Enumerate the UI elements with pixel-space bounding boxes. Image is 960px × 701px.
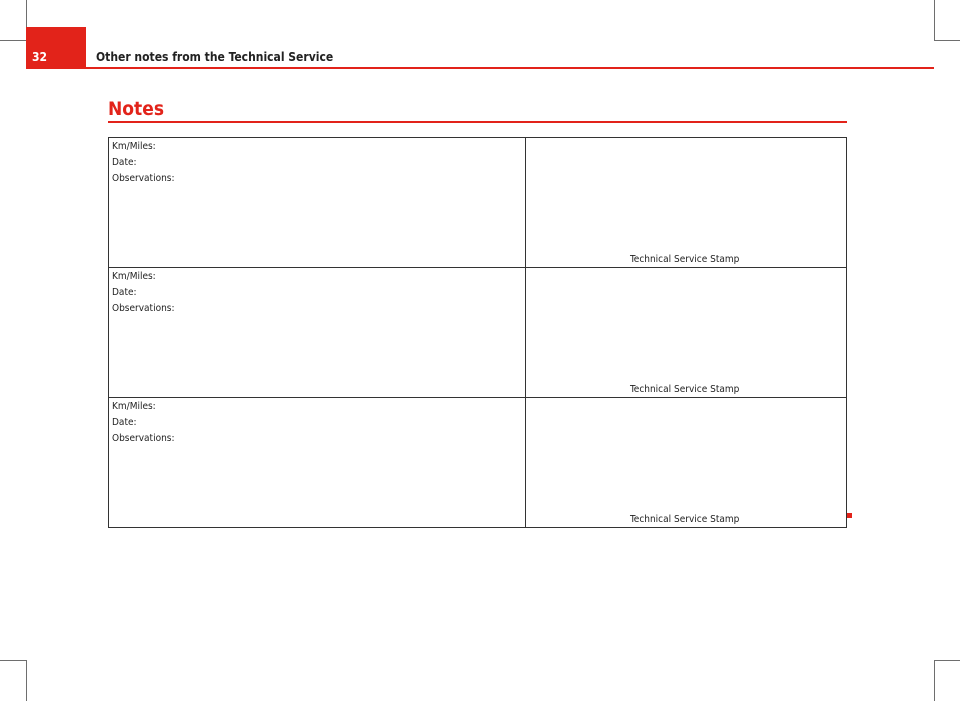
crop-mark xyxy=(0,660,26,661)
observations-label: Observations: xyxy=(112,173,175,184)
observations-cell[interactable] xyxy=(109,138,526,268)
date-label: Date: xyxy=(112,287,137,298)
notes-row xyxy=(109,138,847,268)
crop-mark xyxy=(934,660,960,661)
notes-row xyxy=(109,398,847,528)
crop-mark xyxy=(934,40,960,41)
crop-mark xyxy=(934,0,935,40)
km-miles-label: Km/Miles: xyxy=(112,401,156,412)
km-miles-label: Km/Miles: xyxy=(112,141,156,152)
stamp-cell[interactable] xyxy=(526,138,847,268)
stamp-cell[interactable] xyxy=(526,268,847,398)
observations-label: Observations: xyxy=(112,433,175,444)
page-number: 32 xyxy=(32,50,48,64)
observations-cell[interactable] xyxy=(109,268,526,398)
observations-cell[interactable] xyxy=(109,398,526,528)
section-divider xyxy=(108,121,847,123)
observations-label: Observations: xyxy=(112,303,175,314)
page-number-badge xyxy=(26,27,86,67)
crop-mark xyxy=(0,40,26,41)
running-header-title: Other notes from the Technical Service xyxy=(96,50,334,64)
stamp-cell[interactable] xyxy=(526,398,847,528)
stamp-label: Technical Service Stamp xyxy=(630,514,740,525)
notes-row xyxy=(109,268,847,398)
header-divider xyxy=(26,67,934,69)
crop-mark xyxy=(26,660,27,701)
date-label: Date: xyxy=(112,417,137,428)
notes-table xyxy=(108,137,847,528)
crop-mark xyxy=(934,660,935,701)
section-end-marker-icon xyxy=(847,513,852,518)
section-title: Notes xyxy=(108,98,164,120)
km-miles-label: Km/Miles: xyxy=(112,271,156,282)
stamp-label: Technical Service Stamp xyxy=(630,384,740,395)
date-label: Date: xyxy=(112,157,137,168)
stamp-label: Technical Service Stamp xyxy=(630,254,740,265)
